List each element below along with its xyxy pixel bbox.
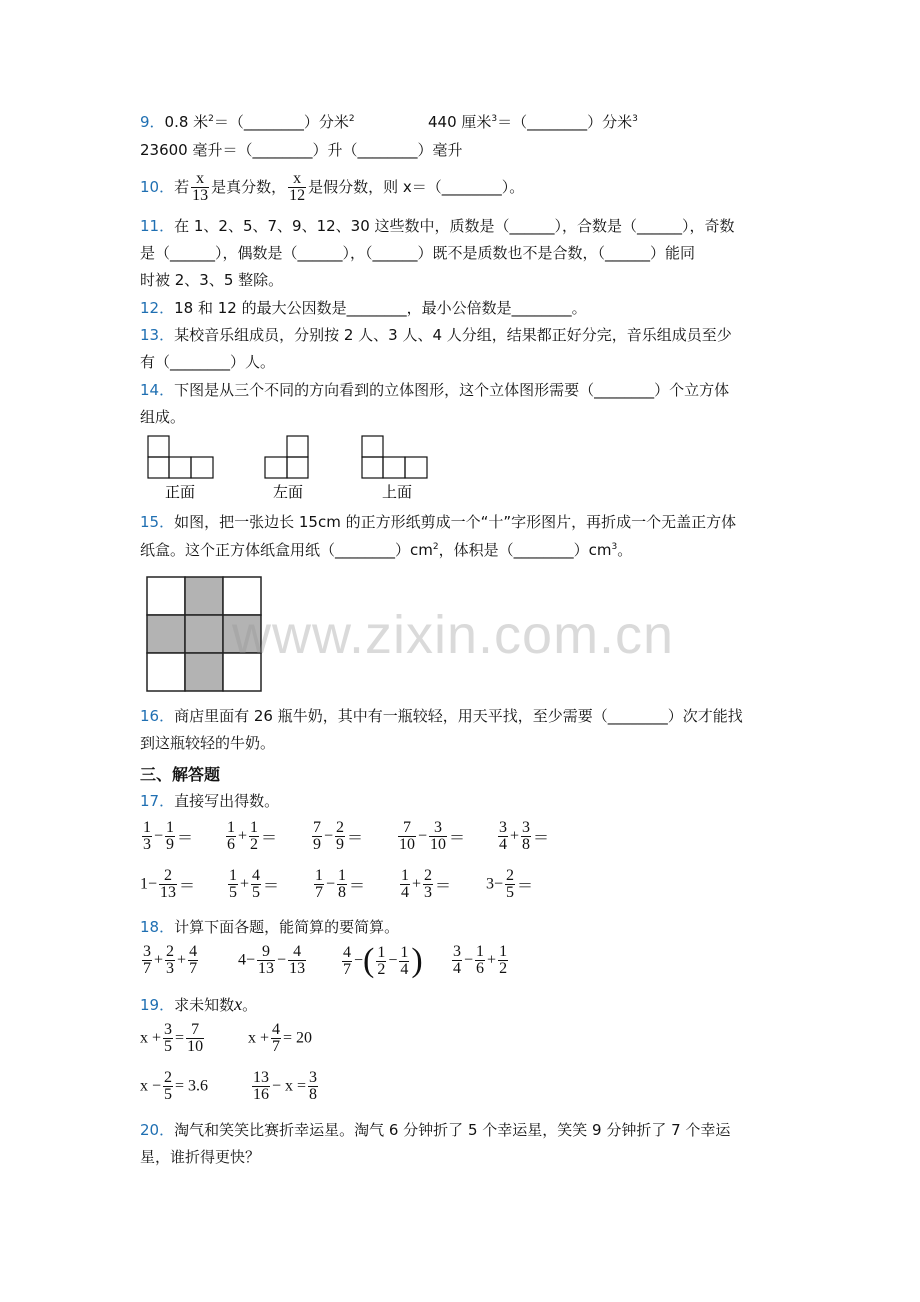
equation-19-2: x + $\frac{4}{7}$ = 20 [248, 1021, 313, 1055]
front-view [148, 436, 213, 478]
section-heading: 三、解答题 [140, 765, 221, 784]
view-label-left: 左面 [272, 483, 304, 501]
calc-17-2-5: 3− $\frac{2}{5}$ ＝ [486, 867, 534, 901]
calc-17-1-5: $\frac{3}{4}$ + $\frac{3}{8}$ ＝ [499, 819, 550, 853]
question-number: 10． [140, 178, 175, 196]
calc-17-1-3: $\frac{7}{9}$ − $\frac{2}{9}$ ＝ [313, 819, 364, 853]
question-18: 18．计算下面各题，能简算的要简算。 [140, 918, 400, 936]
equation-19-4: $\frac{13}{16}$ − x = $\frac{3}{8}$ [253, 1069, 318, 1103]
question-16-line-2: 到这瓶较轻的牛奶。 [140, 734, 276, 752]
question-number: 13． [140, 326, 175, 344]
calc-17-2-2: $\frac{1}{5}$ + $\frac{4}{5}$ ＝ [229, 867, 280, 901]
question-19: 19．求未知数x。 [140, 994, 258, 1014]
question-11-line-2: 是（______），偶数是（______），（______）既不是质数也不是合数，（______）能同 [140, 244, 696, 262]
question-number: 9． [140, 113, 165, 131]
question-11-line-3: 时被 2、3、5 整除。 [140, 271, 284, 289]
question-11-line-1: 11．在 1、2、5、7、9、12、30 这些数中，质数是（______），合数是（______），奇数 [140, 217, 735, 235]
view-label-top: 上面 [381, 483, 413, 501]
top-view [362, 436, 427, 478]
question-9-part-2: 440 厘米$^3$＝（________）分米$^3$ [428, 113, 638, 131]
calc-17-1-1: $\frac{1}{3}$ − $\frac{1}{9}$ ＝ [143, 819, 194, 853]
question-20-line-2: 星，谁折得更快？ [140, 1148, 261, 1166]
expr-18-3: $\frac{4}{7}$ −( $\frac{1}{2}$ − $\frac{1}{4}$ ) [343, 942, 423, 979]
equation-19-1: x + $\frac{3}{5}$ = $\frac{7}{10}$ [140, 1021, 204, 1055]
expr-18-1: $\frac{3}{7}$ + $\frac{2}{3}$ + $\frac{4}{7}$ [143, 943, 198, 977]
question-14-line-1: 14．下图是从三个不同的方向看到的立体图形，这个立体图形需要（________）个立方体 [140, 381, 730, 399]
three-view-figure [140, 432, 440, 504]
question-20-line-1: 20．淘气和笑笑比赛折幸运星。淘气 6 分钟折了 5 个幸运星，笑笑 9 分钟折了 7 个幸运 [140, 1121, 731, 1139]
question-15-line-2: 纸盒。这个正方体纸盒用纸$(\_\_\_\_\_\_\_\_)cm^2$，体积是$(\_\_\_\_\_\_\_\_)cm^3$。 [140, 541, 633, 559]
question-number: 14． [140, 381, 175, 399]
fraction: $\frac{x}{12}$ [289, 170, 306, 204]
question-number: 12． [140, 299, 175, 317]
question-10: 10．若 $\frac{x}{13}$ 是真分数， $\frac{x}{12}$ 是假分数，则 x＝（________）。 [140, 170, 525, 204]
calc-17-2-4: $\frac{1}{4}$ + $\frac{2}{3}$ ＝ [401, 867, 452, 901]
fraction: $\frac{x}{13}$ [192, 170, 209, 204]
question-17: 17．直接写出得数。 [140, 792, 280, 810]
question-9-line-2: 23600 毫升＝（________）升（________）毫升 [140, 141, 463, 159]
question-number: 17． [140, 792, 175, 810]
question-number: 16． [140, 707, 175, 725]
question-13-line-2: 有（________）人。 [140, 353, 276, 371]
question-number: 18． [140, 918, 175, 936]
expr-18-2: 4− $\frac{9}{13}$ − $\frac{4}{13}$ [238, 943, 306, 977]
question-12: 12．18 和 12 的最大公因数是________，最小公倍数是________。 [140, 299, 587, 317]
question-number: 20． [140, 1121, 175, 1139]
watermark: www.zixin.com.cn [232, 605, 675, 665]
question-16-line-1: 16．商店里面有 26 瓶牛奶，其中有一瓶较轻，用天平找，至少需要（________）次才能找 [140, 707, 743, 725]
calc-17-2-1: 1− $\frac{2}{13}$ ＝ [140, 867, 196, 901]
left-view [265, 436, 308, 478]
calc-17-1-4: $\frac{7}{10}$ − $\frac{3}{10}$ ＝ [399, 819, 466, 853]
view-label-front: 正面 [164, 483, 196, 501]
question-9-line-1: 9．0.8 米$^2$＝（________）分米$^2$ [140, 113, 355, 131]
question-number: 15． [140, 513, 175, 531]
equation-19-3: x − $\frac{2}{5}$ = 3.6 [140, 1069, 209, 1103]
question-13-line-1: 13．某校音乐组成员，分别按 2 人、3 人、4 人分组，结果都正好分完，音乐组成员至少 [140, 326, 732, 344]
expr-18-4: $\frac{3}{4}$ − $\frac{1}{6}$ + $\frac{1}{2}$ [453, 943, 508, 977]
calc-17-2-3: $\frac{1}{7}$ − $\frac{1}{8}$ ＝ [315, 867, 366, 901]
question-number: 11． [140, 217, 175, 235]
calc-17-1-2: $\frac{1}{6}$ + $\frac{1}{2}$ ＝ [227, 819, 278, 853]
question-15-line-1: 15．如图，把一张边长 15cm 的正方形纸剪成一个“十”字形图片，再折成一个无盖正方体 [140, 513, 737, 531]
question-number: 19． [140, 996, 175, 1014]
question-14-line-2: 组成。 [140, 408, 186, 426]
